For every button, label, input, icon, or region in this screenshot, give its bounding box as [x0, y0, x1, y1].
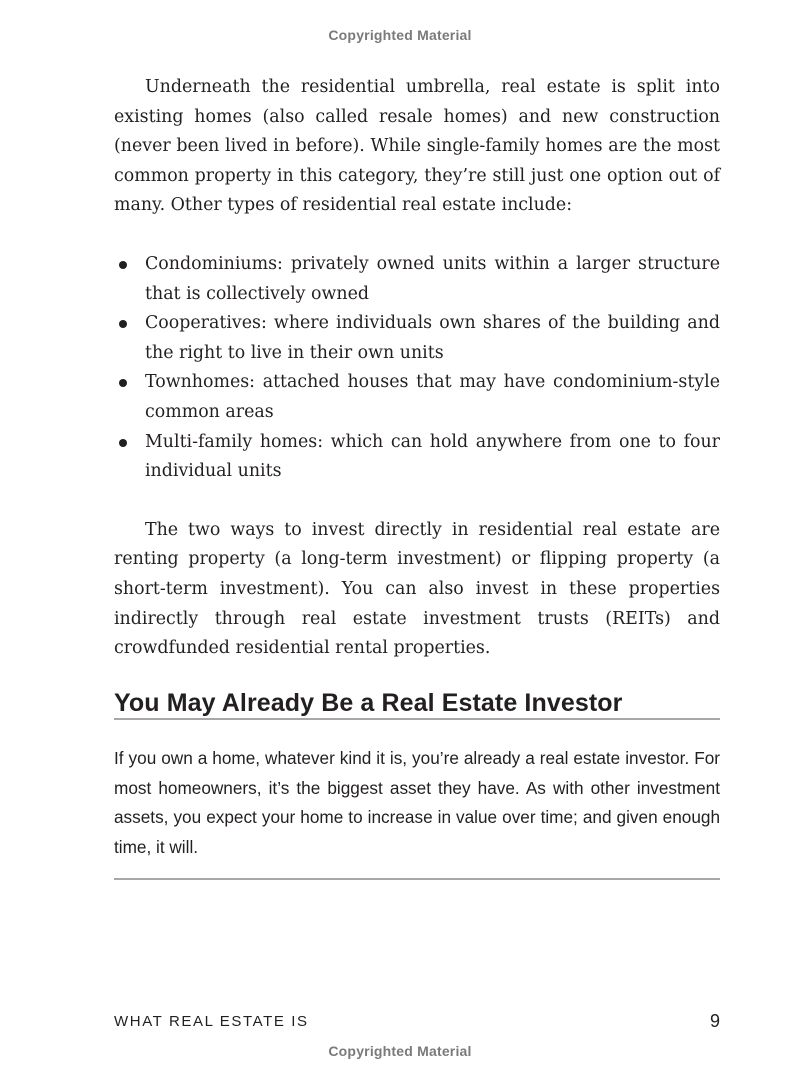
bullet-icon	[119, 261, 127, 269]
bullet-icon	[119, 379, 127, 387]
list-item-text: Multi-family homes: which can hold anywhere from one to four individual units	[145, 431, 720, 482]
list-item-text: Cooperatives: where individuals own shares of the building and the right to live in their own units	[145, 313, 720, 363]
list-item-text: Condominiums: privately owned units within a larger structure that is collectively owned	[145, 253, 720, 304]
copyright-watermark-bottom: Copyrighted Material	[328, 1043, 472, 1059]
main-text	[114, 73, 720, 664]
residential-types-list	[114, 250, 720, 487]
list-item	[114, 368, 720, 427]
list-item-text: Townhomes: attached houses that may have condominium-style common areas	[145, 372, 720, 422]
copyright-watermark-top: Copyrighted Material	[328, 27, 472, 43]
list-item	[114, 309, 720, 368]
second-paragraph: The two ways to invest directly in residential real estate are renting property (a long-term investment) or flipping property (a short-term investment). You can also invest in these properties indirectly through real estate investment trusts (REITs) and crowdfunded residential rental properties.	[114, 519, 720, 659]
running-head: WHAT REAL ESTATE IS	[114, 1013, 309, 1030]
intro-paragraph: Underneath the residential umbrella, real estate is split into existing homes (also called resale homes) and new construction (never been lived in before). While single-family homes are the most common property in this category, they’re still just one option out of many. Other types of residential real estate include:	[114, 77, 720, 216]
sidebar-heading: You May Already Be a Real Estate Investor	[114, 688, 720, 720]
list-item	[114, 428, 720, 487]
page-number: 9	[709, 1011, 720, 1031]
sidebar-bottom-rule	[114, 878, 720, 880]
bullet-icon	[119, 439, 127, 447]
bullet-icon	[119, 320, 127, 328]
list-item	[114, 250, 720, 309]
sidebar-body: If you own a home, whatever kind it is, you’re already a real estate investor. For most homeowners, it’s the biggest asset they have. As with other investment assets, you expect your home to increase in value over time; and given enough time, it will.	[114, 748, 720, 857]
sidebar-box	[114, 688, 720, 862]
